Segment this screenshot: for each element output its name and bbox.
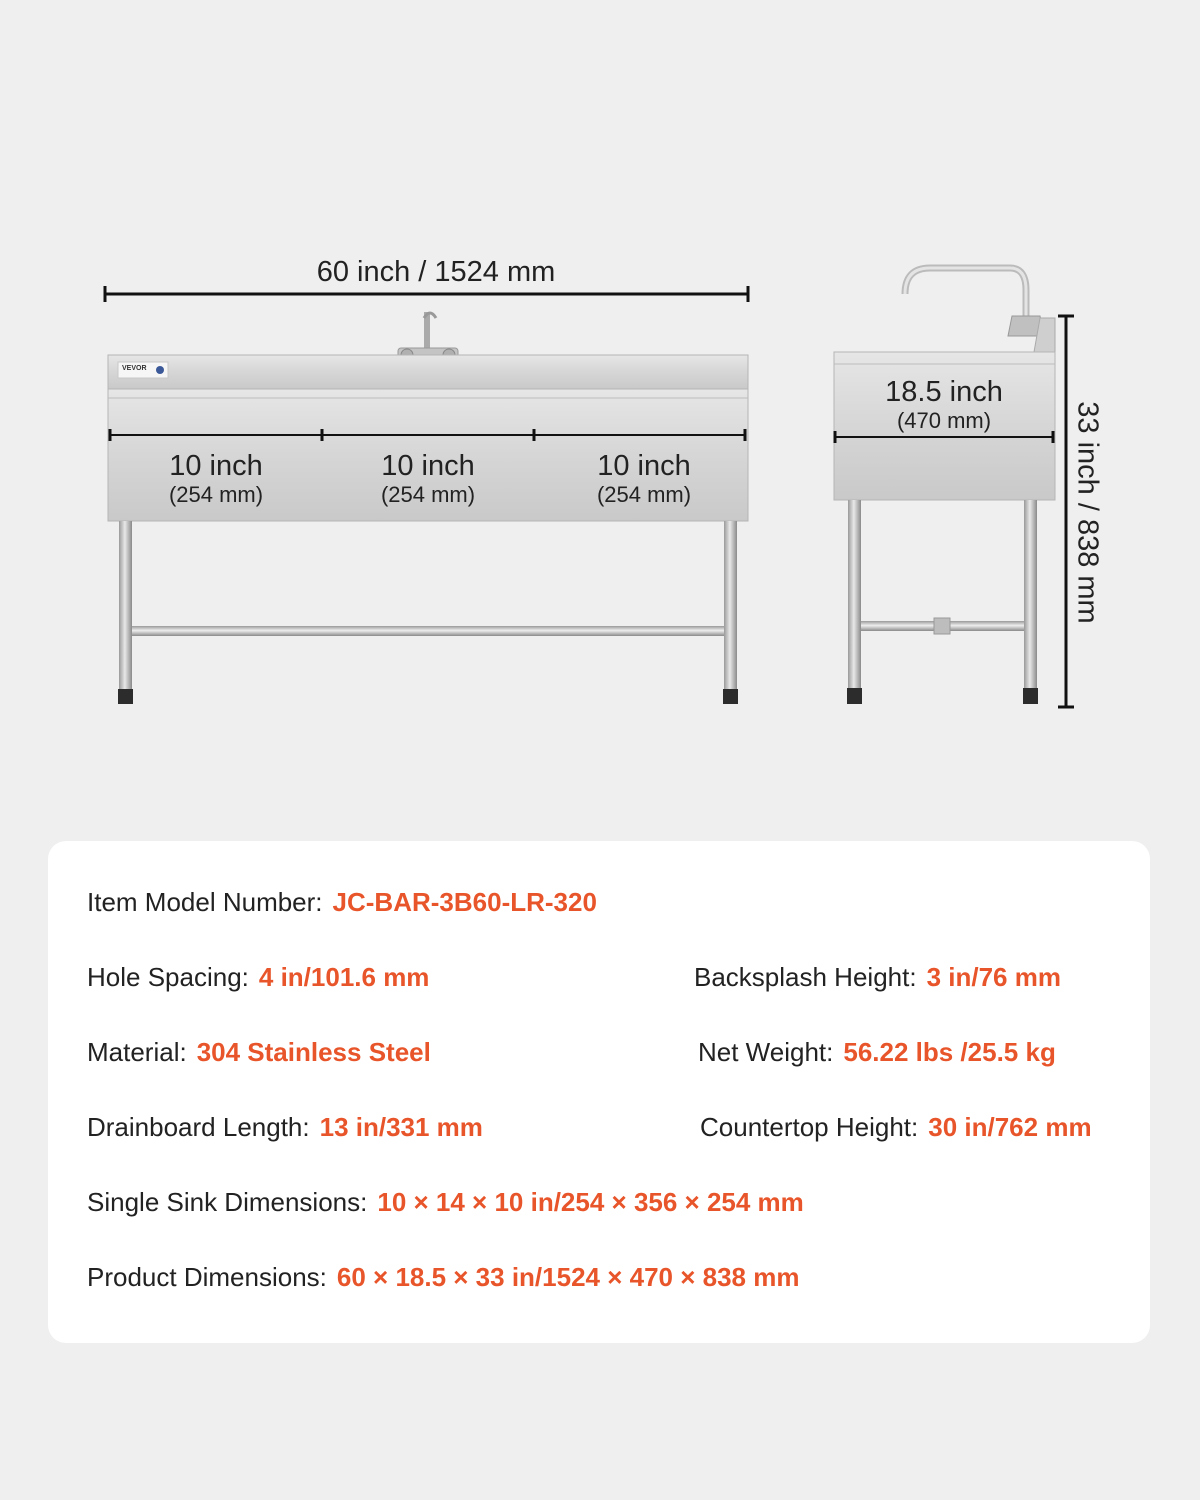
spec-countertop-height: Countertop Height: 30 in/762 mm <box>700 1112 1092 1142</box>
depth-label-mm: (470 mm) <box>896 408 992 433</box>
front-right-leg <box>724 521 737 691</box>
front-crossbar <box>132 626 724 636</box>
foot <box>847 688 862 704</box>
spec-net-weight: Net Weight: 56.22 lbs /25.5 kg <box>698 1037 1056 1067</box>
vevor-logo <box>118 362 168 378</box>
bowl-3-width: 10 inch <box>597 450 691 482</box>
spec-single-sink-dimensions: Single Sink Dimensions: 10 × 14 × 10 in/254 × 356 × 254 mm <box>87 1187 804 1217</box>
foot <box>118 689 133 704</box>
spec-model: Item Model Number: JC-BAR-3B60-LR-320 <box>87 887 597 917</box>
front-left-leg <box>119 521 132 691</box>
bowl-2-width: 10 inch <box>381 450 475 482</box>
foot <box>723 689 738 704</box>
bowl-1-width: 10 inch <box>169 450 263 482</box>
spec-product-dimensions: Product Dimensions: 60 × 18.5 × 33 in/1524 × 470 × 838 mm <box>87 1262 800 1292</box>
spec-drainboard-length: Drainboard Length: 13 in/331 mm <box>87 1112 483 1142</box>
foot <box>1023 688 1038 704</box>
bowl-2-width-mm: (254 mm) <box>380 482 476 507</box>
bowl-3-width-mm: (254 mm) <box>596 482 692 507</box>
spec-hole-spacing: Hole Spacing: 4 in/101.6 mm <box>87 962 430 992</box>
side-view <box>834 268 1074 707</box>
bowl-1-width-mm: (254 mm) <box>168 482 264 507</box>
spec-material: Material: 304 Stainless Steel <box>87 1037 431 1067</box>
width-label: 60 inch / 1524 mm <box>316 256 556 288</box>
spec-card <box>48 841 1150 1343</box>
depth-label: 18.5 inch <box>885 376 1003 408</box>
svg-text:VEVOR: VEVOR <box>122 365 147 372</box>
side-right-leg <box>1024 500 1037 690</box>
side-faucet <box>905 268 1044 336</box>
countertop-deck <box>108 355 748 389</box>
spec-backsplash-height: Backsplash Height: 3 in/76 mm <box>694 962 1061 992</box>
side-left-leg <box>848 500 861 690</box>
height-label: 33 inch / 838 mm <box>1071 401 1104 624</box>
